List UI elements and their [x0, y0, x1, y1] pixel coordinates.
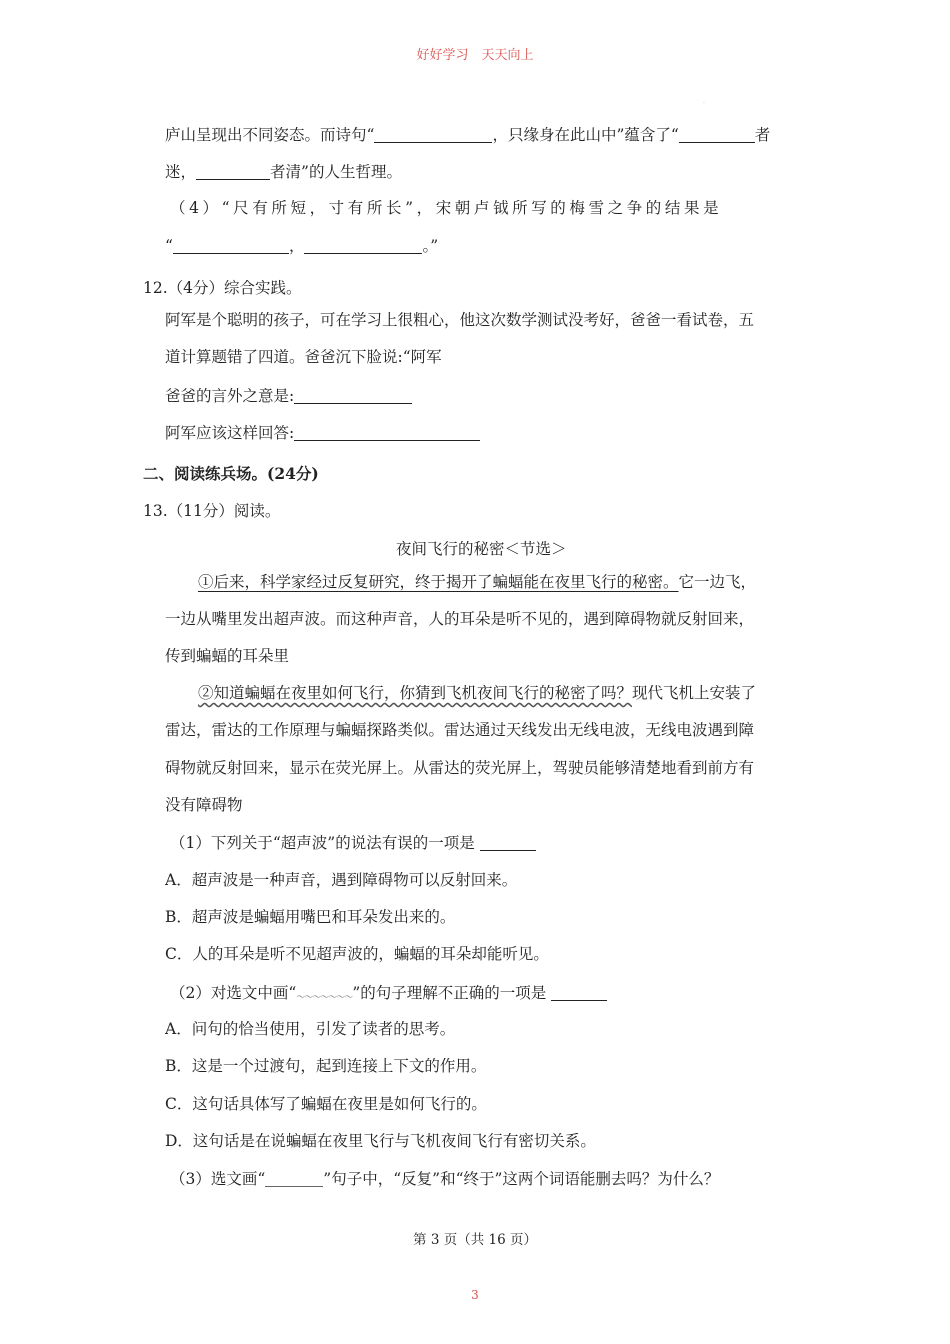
q12-title: 12.（4分）综合实践。	[143, 279, 302, 297]
passage-title: 夜间飞行的秘密＜节选＞	[396, 540, 567, 558]
q11-line2: 迷， 者清”的人生哲理。	[165, 163, 402, 181]
q12-text-line2: 道计算题错了四道。爸爸沉下脸说:“阿军	[165, 348, 442, 366]
answer-blank[interactable]	[196, 164, 270, 180]
sq2-option-a: A．问句的恰当使用，引发了读者的思考。	[165, 1020, 456, 1038]
passage-p1-line3: 传到蝙蝠的耳朵里	[165, 647, 290, 665]
sq2-option-b: B．这是一个过渡句，起到连接上下文的作用。	[165, 1057, 487, 1075]
passage-p2-line1: ②知道蝙蝠在夜里如何飞行，你猜到飞机夜间飞行的秘密了吗？现代飞机上安装了	[198, 684, 757, 702]
q13-title: 13.（11分）阅读。	[143, 502, 281, 520]
sq2-option-d: D．这句话是在说蝙蝠在夜里飞行与飞机夜间飞行有密切关系。	[165, 1132, 596, 1150]
passage-p2-line4: 没有障碍物	[165, 796, 243, 814]
answer-blank[interactable]	[374, 127, 492, 143]
sub-question-3: （3）选文画“ ”句子中，“反复”和“终于”这两个词语能删去吗？为什么？	[170, 1170, 720, 1188]
q11-line1: 庐山呈现出不同姿态。而诗句“ ，只缘身在此山中”蕴含了“ 者	[165, 126, 771, 144]
sq1-option-c: C．人的耳朵是听不见超声波的，蝙蝠的耳朵却能听见。	[165, 945, 549, 963]
answer-blank[interactable]	[294, 388, 412, 404]
answer-blank[interactable]	[679, 127, 755, 143]
answer-blank[interactable]	[480, 835, 536, 851]
section-heading: 二、阅读练兵场。(24分)	[143, 464, 319, 483]
page-footer: 第 3 页（共 16 页）	[413, 1232, 537, 1248]
q11-part4: （4）“尺有所短，寸有所长”，宋朝卢钺所写的梅雪之争的结果是	[170, 199, 723, 217]
sub-question-2: （2）对选文中画“～～～～～～～”的句子理解不正确的一项是	[170, 985, 607, 1003]
answer-blank[interactable]	[551, 985, 607, 1001]
passage-p1-line1: ①后来，科学家经过反复研究，终于揭开了蝙蝠能在夜里飞行的秘密。它一边飞，	[198, 573, 757, 591]
page-number: 3	[471, 1288, 479, 1302]
underline-marker	[265, 1171, 323, 1187]
answer-blank[interactable]	[173, 238, 289, 254]
sq1-option-a: A．超声波是一种声音，遇到障碍物可以反射回来。	[165, 871, 518, 889]
passage-p1-line2: 一边从嘴里发出超声波。而这种声音，人的耳朵是听不见的，遇到障碍物就反射回来，	[165, 610, 755, 628]
speck: .	[703, 98, 705, 105]
q12-meaning: 爸爸的言外之意是:	[165, 388, 412, 405]
q11-part4-answer: “ ， 。”	[165, 237, 439, 255]
q12-answer: 阿军应该这样回答:	[165, 425, 480, 442]
answer-blank[interactable]	[294, 425, 480, 441]
sub-question-1: （1）下列关于“超声波”的说法有误的一项是	[170, 835, 536, 852]
passage-p2-line2: 雷达，雷达的工作原理与蝙蝠探路类似。雷达通过天线发出无线电波，无线电波遇到障	[165, 721, 755, 739]
q12-text-line1: 阿军是个聪明的孩子，可在学习上很粗心，他这次数学测试没考好，爸爸一看试卷，五	[165, 311, 755, 329]
answer-blank[interactable]	[304, 238, 422, 254]
passage-p2-line3: 碍物就反射回来，显示在荧光屏上。从雷达的荧光屏上，驾驶员能够清楚地看到前方有	[165, 759, 755, 777]
page-header: 好好学习 天天向上	[416, 48, 534, 63]
sq2-option-c: C．这句话具体写了蝙蝠在夜里是如何飞行的。	[165, 1095, 487, 1113]
sq1-option-b: B．超声波是蝙蝠用嘴巴和耳朵发出来的。	[165, 908, 456, 926]
